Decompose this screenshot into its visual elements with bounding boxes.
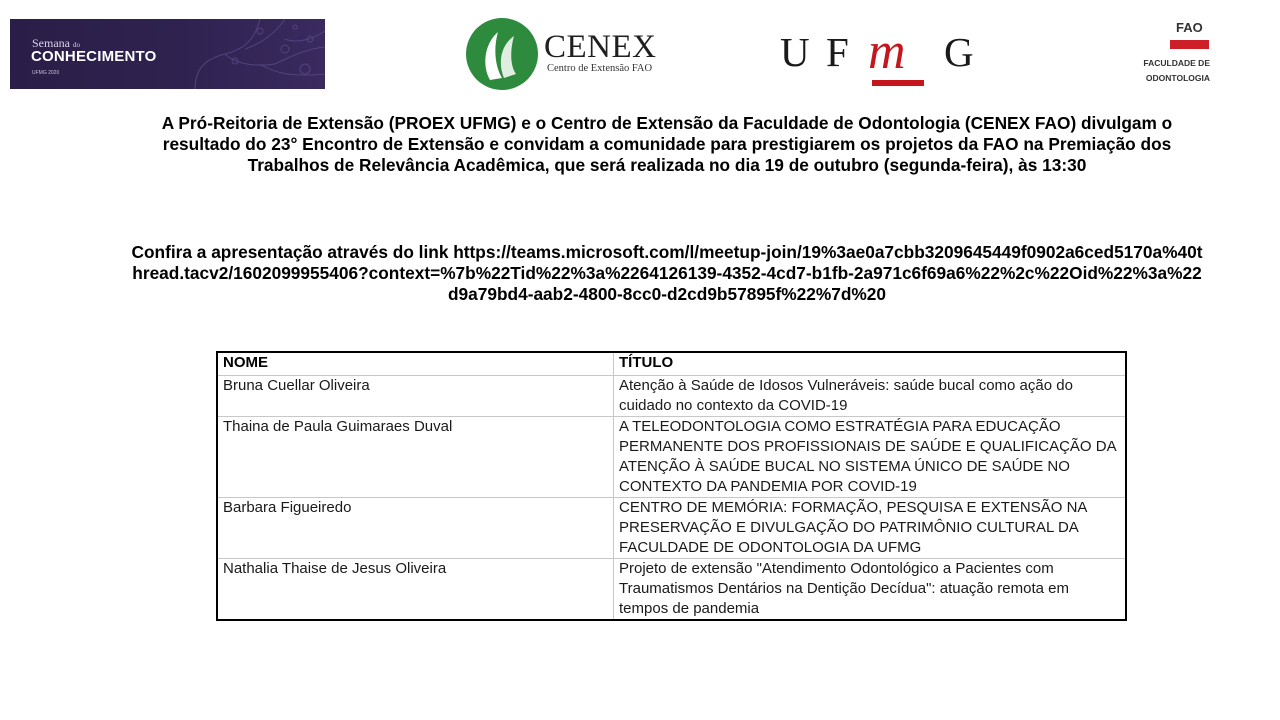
ufmg-letter-m: m <box>868 23 906 80</box>
meeting-link-paragraph[interactable]: Confira a apresentação através do link https://teams.microsoft.com/l/meetup-join/19%3ae0a7cbb3209645449f0902a6ced5170a%40thread.tacv2/1602099955406?context=%7b%22Tid%22%3a%2264126139-4352-4cd7-b1fb-2a971c6f69a6%22%2c%22Oid%22%3a%22d9a79bd4-aab2-4800-8cc0-d2cd9b57895f%22%7d%20 <box>131 242 1203 304</box>
ufmg-letter-u: U <box>780 29 810 75</box>
row-name: Bruna Cuellar Oliveira <box>217 376 614 417</box>
row-name: Barbara Figueiredo <box>217 498 614 559</box>
ufmg-red-bar <box>872 80 924 86</box>
ufmg-logo <box>780 22 985 92</box>
fao-abbr: FAO <box>1176 20 1203 35</box>
ufmg-letter-f: F <box>826 29 849 75</box>
table-row <box>217 376 1126 417</box>
fao-red-bar <box>1170 40 1209 49</box>
row-title: CENTRO DE MEMÓRIA: FORMAÇÃO, PESQUISA E EXTENSÃO NA PRESERVAÇÃO E DIVULGAÇÃO DO PATRIMÔNIO CULTURAL DA FACULDADE DE ODONTOLOGIA DA UFMG <box>614 498 1127 559</box>
event-logo-year: UFMG 2020 <box>32 70 60 76</box>
row-name: Nathalia Thaise de Jesus Oliveira <box>217 559 614 621</box>
column-header-name: NOME <box>217 352 614 376</box>
cenex-logo <box>464 16 674 92</box>
cenex-emblem-icon <box>464 16 540 92</box>
event-logo-line1: Semana do <box>32 36 80 50</box>
ufmg-letter-g: G <box>944 29 974 75</box>
cenex-subtitle: Centro de Extensão FAO <box>547 63 653 74</box>
row-title: Projeto de extensão "Atendimento Odontológico a Pacientes com Traumatismos Dentários na Dentição Decídua": atuação remota em tempos de pandemia <box>614 559 1127 621</box>
row-title: Atenção à Saúde de Idosos Vulneráveis: saúde bucal como ação do cuidado no contexto da COVID-19 <box>614 376 1127 417</box>
fao-full-name <box>1143 56 1210 86</box>
fao-logo <box>1118 18 1218 88</box>
table-row <box>217 498 1126 559</box>
table-header-row <box>217 352 1126 376</box>
event-logo-title: CONHECIMENTO <box>31 48 157 65</box>
fao-name-line2: ODONTOLOGIA <box>1145 73 1210 83</box>
row-name: Thaina de Paula Guimaraes Duval <box>217 417 614 498</box>
cenex-name: CENEX <box>544 29 657 65</box>
table-row <box>217 559 1126 621</box>
winners-table <box>216 351 1127 621</box>
row-title: A TELEODONTOLOGIA COMO ESTRATÉGIA PARA EDUCAÇÃO PERMANENTE DOS PROFISSIONAIS DE SAÚDE E QUALIFICAÇÃO DA ATENÇÃO À SAÚDE BUCAL NO SISTEMA ÚNICO DE SAÚDE NO CONTEXTO DA PANDEMIA POR COVID-19 <box>614 417 1127 498</box>
fao-name-line1: FACULDADE DE <box>1143 58 1210 68</box>
semana-do-conhecimento-logo <box>10 19 325 89</box>
table-row <box>217 417 1126 498</box>
tree-pattern-icon <box>135 19 325 89</box>
announcement-text: A Pró-Reitoria de Extensão (PROEX UFMG) e o Centro de Extensão da Faculdade de Odontologia (CENEX FAO) divulgam o resultado do 23° Encontro de Extensão e convidam a comunidade para prestigiarem os projetos da FAO na Premiação dos Trabalhos de Relevância Acadêmica, que será realizada no dia 19 de outubro (segunda-feira), às 13:30 <box>161 113 1173 175</box>
column-header-title: TÍTULO <box>614 352 1127 376</box>
